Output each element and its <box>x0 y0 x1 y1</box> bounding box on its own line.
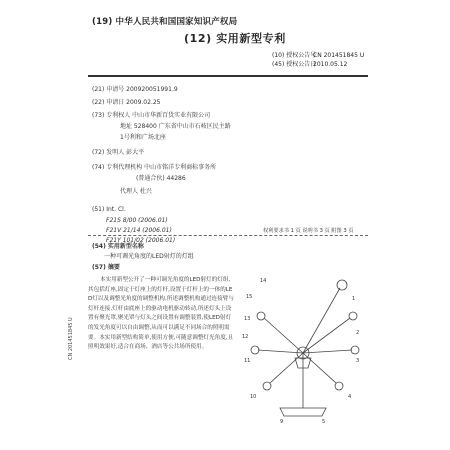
ipc-label: (51) Int. Cl. <box>92 206 126 213</box>
drawing-base <box>280 408 326 416</box>
application-date: (22) 申请日 2009.02.25 <box>92 99 161 106</box>
ipc-class-3: F21Y 101/02 (2006.01) <box>106 237 176 244</box>
drawing-arm <box>264 318 303 353</box>
patent-agent: 代理人 杜兴 <box>120 188 152 195</box>
patent-agency: (74) 专利代理机构 中山市铭洋专利商标事务所 <box>92 164 217 171</box>
drawing-label: 14 <box>260 278 267 284</box>
drawing-lamp-head <box>257 312 265 320</box>
patentee-address: 地址 528400 广东省中山市石岐区民主路 <box>120 123 231 130</box>
drawing-label: 12 <box>242 334 249 340</box>
page-count-note: 权利要求书 1 页 说明书 3 页 附图 3 页 <box>263 228 354 234</box>
abstract-body: 本实用新型公开了一种可调光角度的LED射灯的灯组,其包括灯座,固定于灯座上的灯杆,设置于灯杆上的一体的LED灯以及调整光角度的调整机构,所述调整机构通过连接臂与灯杆连接,灯杆由底座上的驱动电机驱动转动,所述灯头上设置有聚光罩,聚光罩与灯头之间设置有调整装置,使LED射灯的发光角度可以自由调整,从而可以满足不同场合的照明需要。本实用新型结构简单,使用方便,可随意调整灯光角度,且照明效果好,适合在商场、酒店等公共场所使用。 <box>88 277 234 351</box>
ipc-class-1: F21S 8/00 (2006.01) <box>106 217 168 224</box>
drawing-label: 4 <box>348 394 352 400</box>
application-number: (21) 申请号 200920051991.9 <box>92 86 178 93</box>
drawing-lamp-head <box>351 346 359 354</box>
drawing-label: 10 <box>250 394 257 400</box>
patent-office-name: (19) 中华人民共和国国家知识产权局 <box>92 17 238 27</box>
inventor: (72) 发明人 彭大平 <box>92 149 145 156</box>
abstract-label: (57) 摘要 <box>92 264 120 271</box>
drawing-lamp-head <box>337 280 347 290</box>
drawing-lamp-head <box>251 346 259 354</box>
ipc-class-2: F21V 21/14 (2006.01) <box>106 227 172 234</box>
publication-number: CN 201451845 U <box>313 52 365 59</box>
drawing-lamp-head <box>349 312 357 320</box>
publication-number-label: (10) 授权公告号 <box>272 52 317 59</box>
patent-drawing <box>240 258 366 426</box>
drawing-arm <box>303 288 340 353</box>
drawing-lamp-head <box>335 382 343 390</box>
publication-date-label: (45) 授权公告日 <box>272 61 317 68</box>
drawing-lamp-head <box>263 382 271 390</box>
drawing-label: 9 <box>280 419 284 425</box>
header-rule <box>88 75 368 77</box>
side-publication-number: CN 201451845 U <box>68 317 74 360</box>
drawing-arm <box>303 350 352 353</box>
utility-model-title: 一种可调光角度的LED射灯的灯组 <box>104 253 194 260</box>
drawing-label: 3 <box>356 358 360 364</box>
drawing-label: 1 <box>352 296 356 302</box>
patentee-address-cont: 1号利和广场北座 <box>120 134 166 141</box>
drawing-label: 13 <box>244 316 251 322</box>
drawing-label: 11 <box>244 358 251 364</box>
drawing-label: 2 <box>356 330 360 336</box>
patentee: (73) 专利权人 中山市华新百货实业有限公司 <box>92 112 211 119</box>
document-type: (12) 实用新型专利 <box>184 32 286 45</box>
publication-date: 2010.05.12 <box>313 61 348 68</box>
title-label: (54) 实用新型名称 <box>92 243 144 250</box>
section-divider <box>88 235 368 236</box>
drawing-arm <box>258 350 303 353</box>
abstract-text <box>88 276 234 353</box>
patent-agency-cont: (普通合伙) 44286 <box>136 175 186 182</box>
drawing-arm <box>303 318 350 353</box>
drawing-label: 5 <box>322 419 326 425</box>
drawing-label: 15 <box>246 294 253 300</box>
